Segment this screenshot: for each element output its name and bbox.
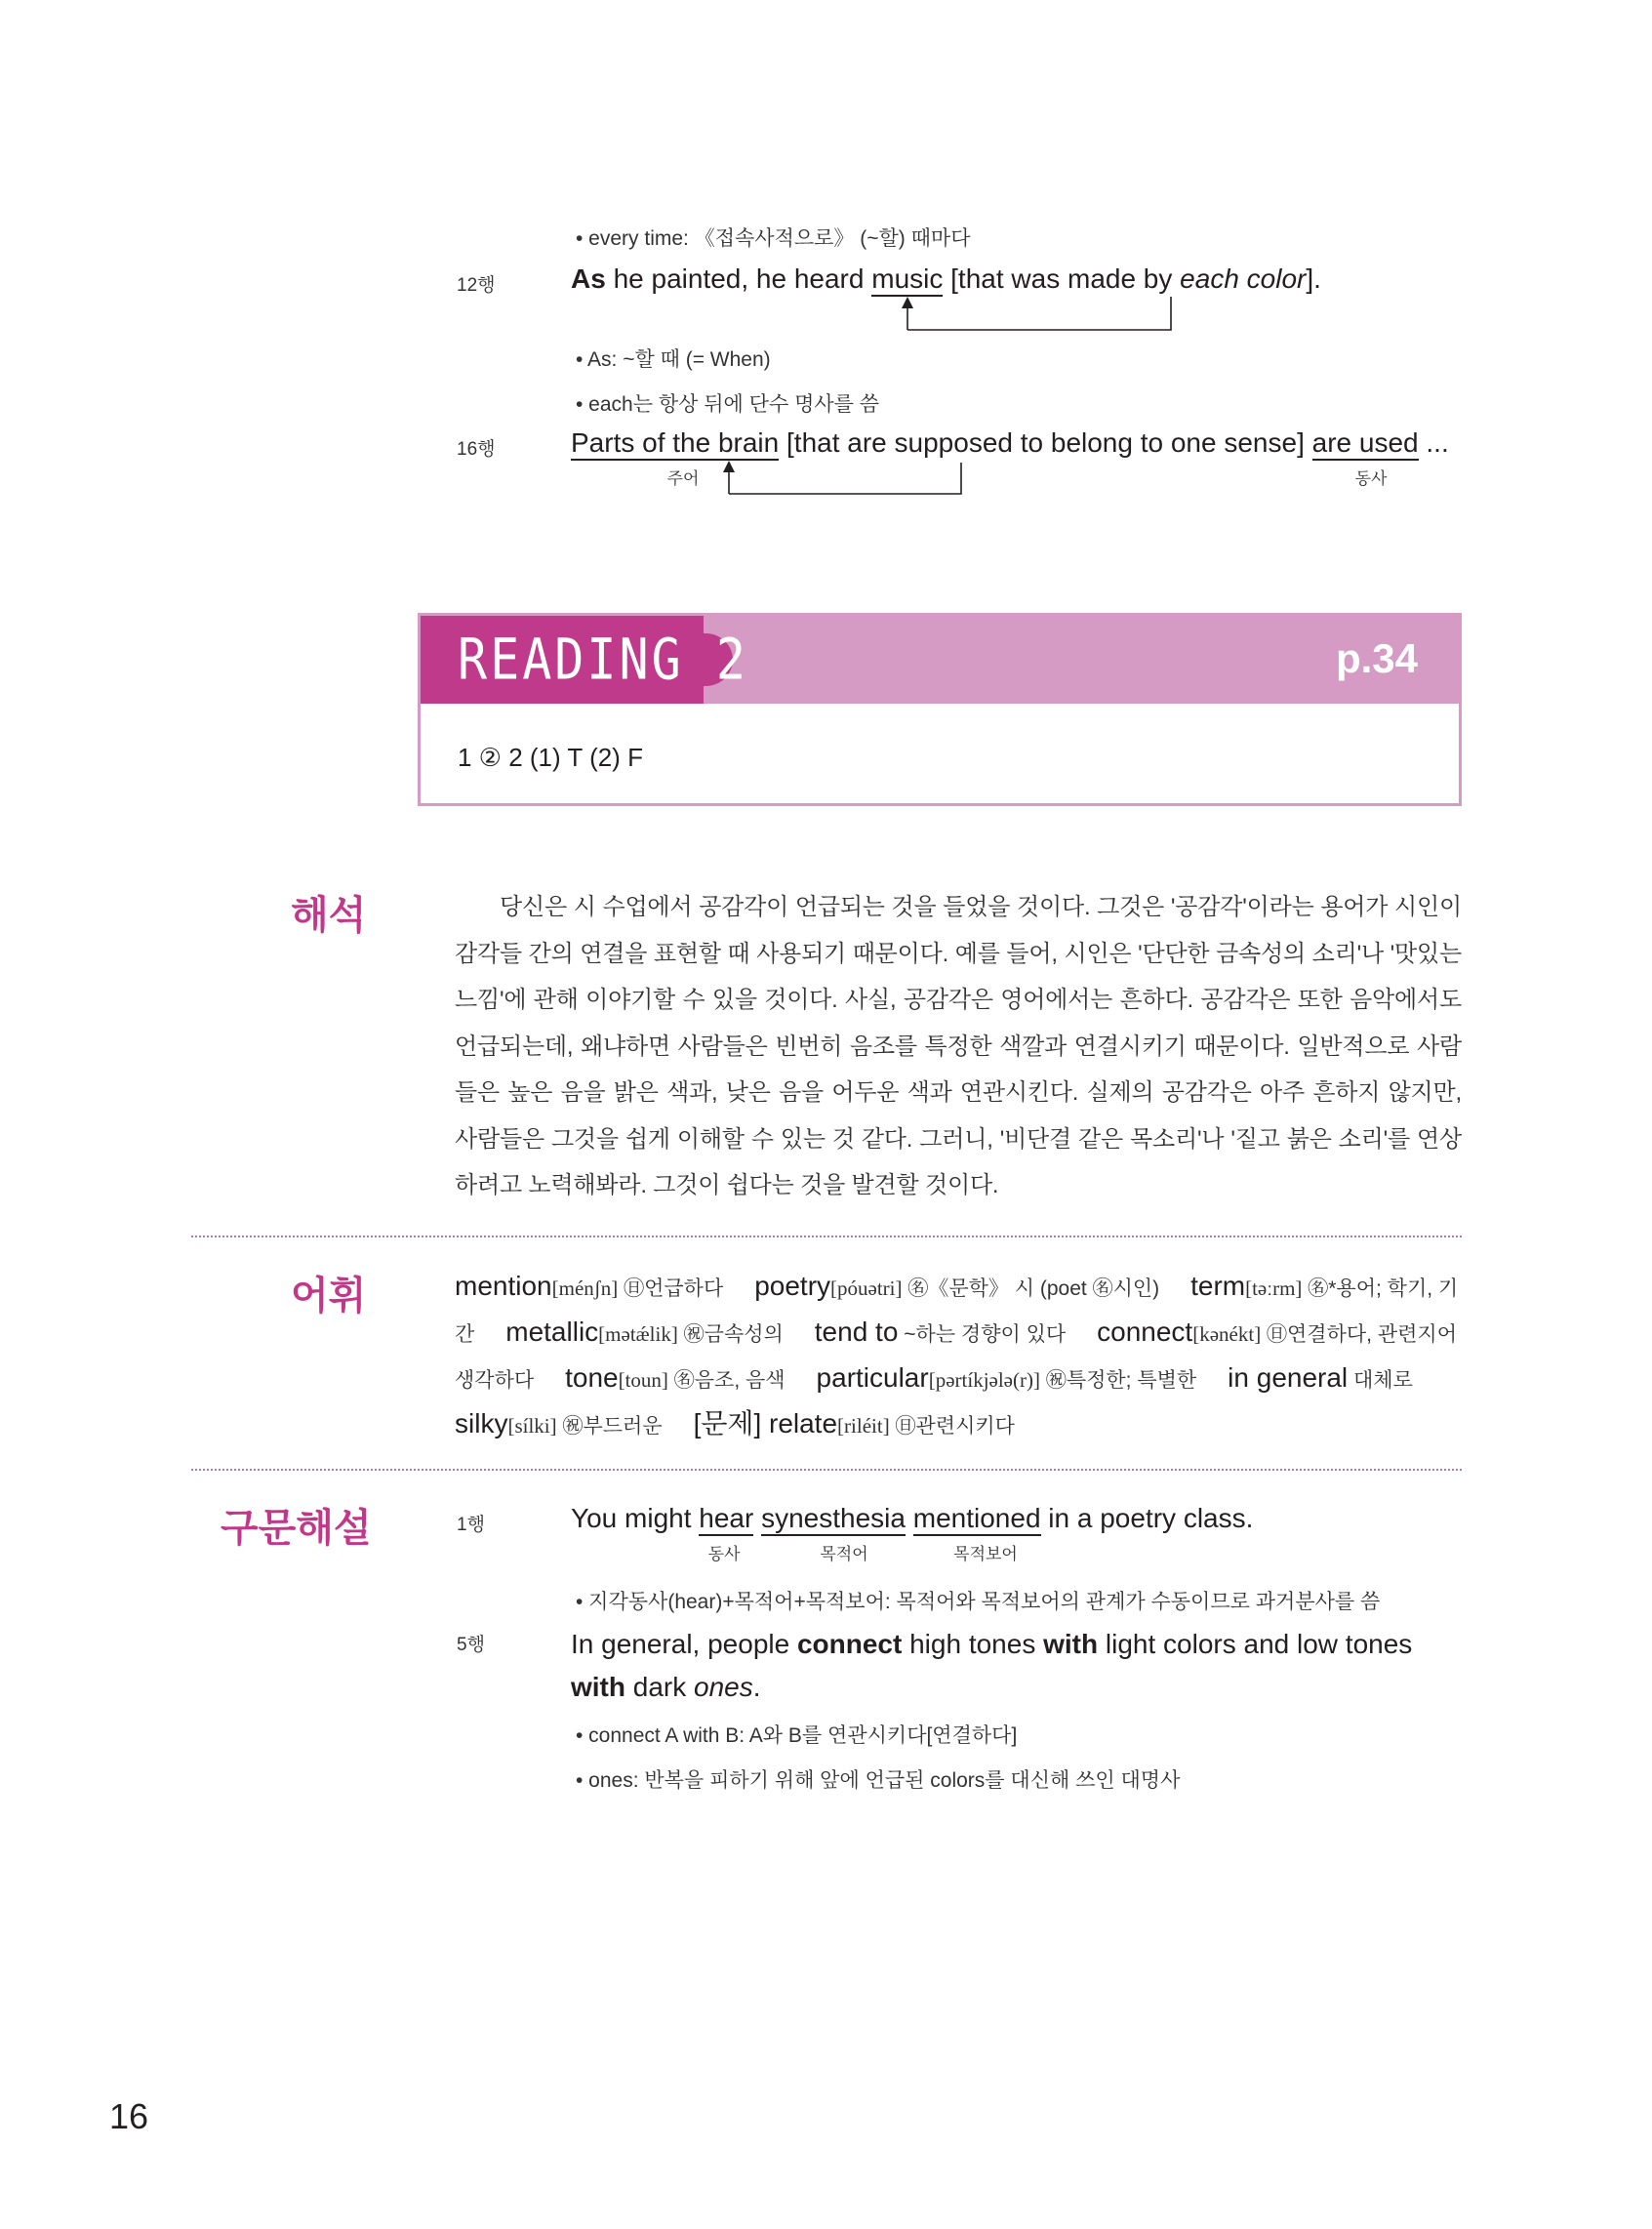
note-perception-verb: • 지각동사(hear)+목적어+목적보어: 목적어와 목적보어의 관계가 수동이므로 과거분사를 씀	[576, 1591, 1381, 1613]
note-connect-with: • connect A with B: A와 B를 연관시키다[연결하다]	[576, 1724, 1018, 1747]
vocab-word: metallic	[505, 1317, 599, 1347]
word-ones: ones	[694, 1672, 753, 1702]
vocab-pronunciation: [təːrm]	[1245, 1277, 1303, 1300]
text-fragment: You might	[571, 1503, 700, 1533]
relative-clause-arrow-16	[717, 459, 971, 496]
text-fragment: [that are supposed to belong to one sense]	[779, 427, 1312, 458]
word-with: with	[571, 1672, 625, 1702]
tag-verb-hear: 동사	[707, 1545, 741, 1563]
text-fragment: ].	[1306, 263, 1321, 294]
subject-phrase: Parts of the brain	[571, 427, 779, 461]
text-fragment: dark	[625, 1672, 695, 1702]
reading-answers: 1 ② 2 (1) T (2) F	[458, 743, 643, 772]
line-label-12: 12행	[457, 275, 496, 296]
vocab-meaning: ㊐언급하다	[618, 1277, 724, 1300]
note-each: • each는 항상 뒤에 단수 명사를 씀	[576, 393, 880, 416]
vocab-word: particular	[816, 1362, 929, 1393]
word-each-color: each color	[1180, 263, 1307, 294]
vocab-pronunciation: [mətǽlik]	[598, 1322, 678, 1346]
text-fragment: In general, people	[571, 1629, 797, 1659]
line-label-5: 5행	[457, 1635, 485, 1655]
text-fragment: he painted, he heard	[605, 263, 872, 294]
sentence-line-12	[571, 263, 1321, 295]
line-label-16: 16행	[457, 439, 496, 460]
note-every-time: • every time: 《접속사적으로》 (~할) 때마다	[576, 227, 971, 250]
vocab-meaning: ㊗금속성의	[677, 1323, 784, 1346]
sentence-line-5	[571, 1623, 1412, 1709]
sentence-line-1	[571, 1503, 1253, 1534]
reading-title: READING 2	[458, 627, 748, 693]
vocab-pronunciation: [sílki]	[507, 1414, 557, 1438]
text-fragment: [that was made by	[943, 263, 1181, 294]
vocab-entry	[1228, 1362, 1413, 1393]
vocab-entry	[754, 1271, 1160, 1301]
text-fragment: in a poetry class.	[1040, 1503, 1254, 1533]
word-with: with	[1043, 1629, 1099, 1659]
page-number: 16	[109, 2096, 149, 2136]
vocab-word: [문제] relate	[693, 1408, 838, 1439]
note-as: • As: ~할 때 (= When)	[576, 348, 771, 371]
text-fragment: light colors and low tones	[1098, 1629, 1413, 1659]
verb-phrase: are used	[1312, 427, 1419, 461]
heading-translation: 해석	[291, 894, 367, 937]
line-label-1: 1행	[457, 1515, 485, 1535]
vocab-pronunciation: [pərtíkjələ(r)]	[928, 1368, 1040, 1392]
relative-clause-arrow-12	[878, 293, 1181, 332]
vocab-entry	[505, 1319, 784, 1347]
word-connect: connect	[796, 1629, 903, 1659]
vocab-meaning: ~하는 경향이 있다	[898, 1323, 1067, 1346]
vocab-meaning: ㊗부드러운	[556, 1415, 663, 1438]
divider-1	[191, 1236, 1462, 1237]
vocab-entry	[693, 1408, 1015, 1439]
tag-verb: 동사	[1354, 469, 1388, 488]
vocab-word: mention	[455, 1271, 552, 1301]
vocab-meaning: ㊔*용어; 학기, 기간	[455, 1277, 1459, 1346]
vocab-meaning: ㊐연결하다, 관련지어 생각하다	[455, 1323, 1457, 1392]
vocab-word: tone	[565, 1362, 619, 1393]
vocab-word: in general	[1228, 1362, 1349, 1393]
text-fragment: high tones	[902, 1629, 1044, 1659]
vocab-word: poetry	[754, 1271, 831, 1301]
reading-page-ref: p.34	[1335, 635, 1418, 681]
vocab-word: connect	[1097, 1317, 1193, 1347]
tag-subject: 주어	[666, 469, 700, 488]
tag-object-complement: 목적보어	[953, 1545, 1018, 1563]
text-fragment: .	[752, 1672, 761, 1702]
tag-object: 목적어	[820, 1545, 868, 1563]
vocab-pronunciation: [póuətri]	[830, 1277, 903, 1300]
vocab-entry	[565, 1362, 786, 1393]
word-synesthesia: synesthesia	[761, 1503, 906, 1536]
vocab-pronunciation: [riléit]	[837, 1414, 890, 1438]
text-fragment: ...	[1418, 427, 1449, 458]
vocabulary-list	[455, 1265, 1470, 1448]
heading-vocabulary: 어휘	[291, 1275, 367, 1317]
heading-syntax: 구문해설	[221, 1507, 372, 1550]
vocab-meaning: ㊔음조, 음색	[667, 1369, 786, 1392]
word-mentioned: mentioned	[913, 1503, 1041, 1536]
vocab-meaning: 대체로	[1348, 1369, 1413, 1392]
reading-answer-box	[418, 613, 1462, 806]
vocab-pronunciation: [toun]	[618, 1368, 668, 1392]
vocab-pronunciation: [kənékt]	[1192, 1322, 1262, 1346]
word-as: As	[571, 263, 606, 294]
vocab-entry	[816, 1362, 1197, 1393]
translation-paragraph: 당신은 시 수업에서 공감각이 언급되는 것을 들었을 것이다. 그것은 '공감각'이라는 용어가 시인이 감각들 간의 연결을 표현할 때 사용되기 때문이다. 예를 들어, 시인은 '단단한 금속성의 소리'나 '맛있는 느낌'에 관해 이야기할 수 있을 것이다. 사실, 공감각은 영어에서는 흔하다. 공감각은 또한 음악에서도 언급되는데, 왜냐하면 사람들은 빈번히 음조를 특정한 색깔과 연결시키기 때문이다. 일반적으로 사람들은 높은 음을 밝은 색과, 낮은 음을 어두운 색과 연관시킨다. 실제의 공감각은 아주 흔하지 않지만, 사람들은 그것을 쉽게 이해할 수 있는 것 같다. 그러니, '비단결 같은 목소리'나 '짙고 붉은 소리'를 연상하려고 노력해봐라. 그것이 쉽다는 것을 발견할 것이다.	[455, 894, 1462, 1198]
note-ones: • ones: 반복을 피하기 위해 앞에 언급된 colors를 대신해 쓰인 대명사	[576, 1769, 1181, 1792]
vocab-meaning: ㊗특정한; 특별한	[1039, 1369, 1197, 1392]
vocab-meaning: ㊐관련시키다	[889, 1415, 1015, 1438]
vocab-entry	[815, 1319, 1066, 1347]
vocab-meaning: ㊔《문학》 시 (poet ㊔시인)	[902, 1277, 1160, 1300]
divider-2	[191, 1469, 1462, 1471]
word-hear: hear	[699, 1503, 753, 1536]
sentence-line-16	[571, 427, 1449, 459]
vocab-word: silky	[455, 1408, 508, 1439]
vocab-pronunciation: [ménʃn]	[551, 1277, 619, 1300]
vocab-word: term	[1190, 1271, 1246, 1301]
vocab-word: tend to	[814, 1317, 899, 1347]
vocab-entry	[455, 1408, 663, 1439]
vocab-entry	[455, 1271, 724, 1301]
word-music: music	[871, 263, 943, 297]
